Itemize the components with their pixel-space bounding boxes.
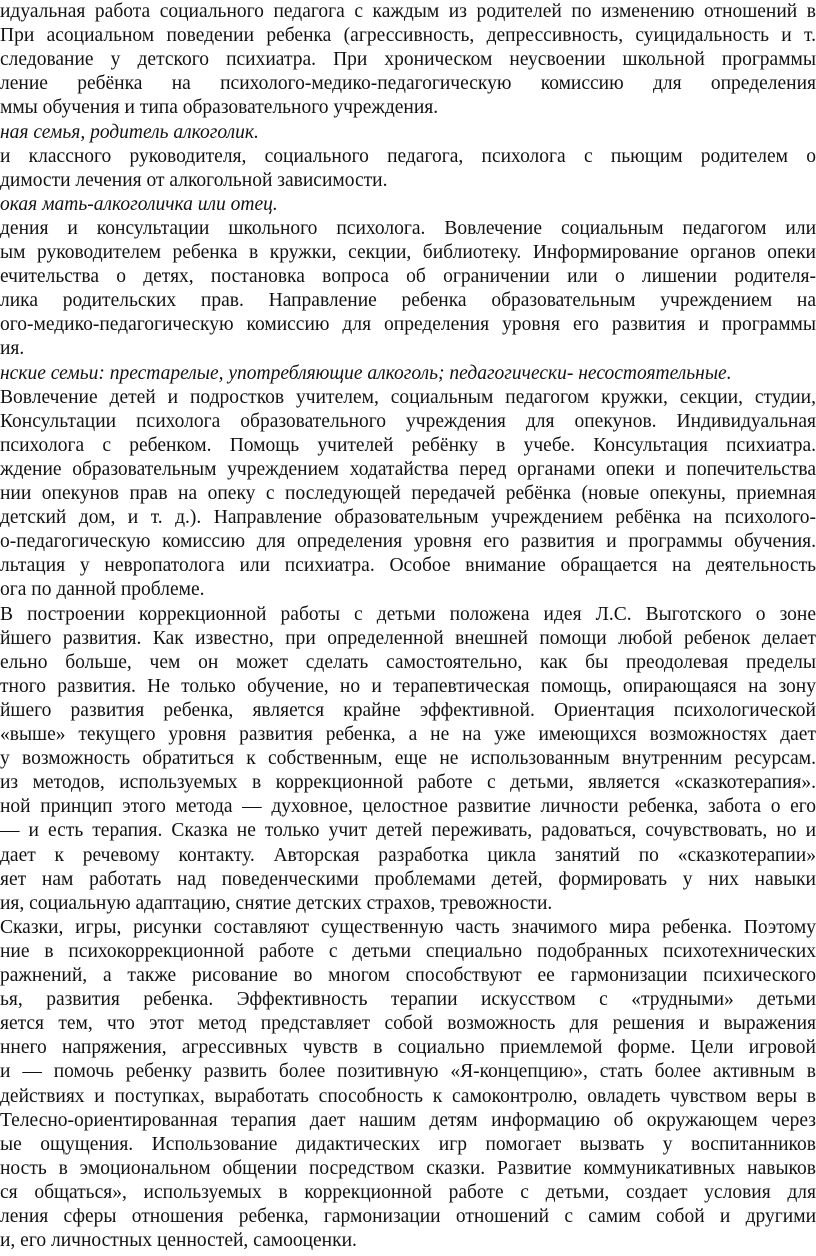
paragraph-line: йшего развития ребенка, является крайне эффективной. Ориентация психологической bbox=[0, 699, 816, 721]
paragraph-line: ия, социальную адаптацию, снятие детских страхов, тревожности. bbox=[0, 892, 553, 914]
paragraph-line: следование у детского психиатра. При хроническом неусвоении школьной программы bbox=[0, 49, 816, 71]
paragraph-line: дает к речевому контакту. Авторская разработка цикла занятий по «сказкотерапии» bbox=[0, 844, 816, 866]
paragraph-line: и, его личностных ценностей, самооценки. bbox=[0, 1230, 357, 1252]
paragraph-line: нии опекунов прав на опеку с последующей передачей ребёнка (новые опекуны, приемная bbox=[0, 483, 816, 504]
paragraph-line: ление ребёнка на психолого-медико-педагогическую комиссию для определения bbox=[0, 73, 816, 95]
paragraph-line: ия. bbox=[0, 338, 25, 360]
paragraph-line: ечительства о детях, постановка вопроса об ограничении или о лишении родителя- bbox=[0, 266, 816, 288]
paragraph-line: яется тем, что этот метод представляет собой возможность для решения и выражения bbox=[0, 1013, 816, 1035]
paragraph-line: и классного руководителя, социального педагога, психолога с пьющим родителем о bbox=[0, 145, 816, 167]
section-heading-line: ная семья, родитель алкоголик. bbox=[0, 121, 259, 143]
paragraph-line: детский дом, и т. д.). Направление образовательным учреждением ребёнка на психолого- bbox=[0, 507, 816, 529]
paragraph-line: и — помочь ребенку развить более позитивную «Я-концепцию», стать более активным в bbox=[0, 1061, 816, 1083]
paragraph-line: йшего развития. Как известно, при определенной внешней помощи любой ребенок делает bbox=[0, 627, 816, 649]
paragraph-line: димости лечения от алкогольной зависимости. bbox=[0, 169, 388, 191]
paragraph-line: — и есть терапия. Сказка не только учит детей переживать, радоваться, сочувствовать, но и bbox=[0, 820, 816, 842]
paragraph-line: ога по данной проблеме. bbox=[0, 579, 205, 601]
paragraph-line: Телесно-ориентированная терапия дает нашим детям информацию об окружающем через bbox=[0, 1109, 816, 1131]
paragraph-line: тного развития. Не только обучение, но и терапевтическая помощь, опирающаяся на зону bbox=[0, 675, 816, 697]
paragraph-line: ние в психокоррекционной работе с детьми специально подобранных психотехнических bbox=[0, 940, 816, 962]
paragraph-line: ья, развития ребенка. Эффективность терапии искусством с «трудными» детьми bbox=[0, 989, 816, 1011]
paragraph-line: В построении коррекционной работы с детьми положена идея Л.С. Выготского о зоне bbox=[0, 603, 816, 625]
paragraph-line: у возможность обратиться к собственным, еще не использованным внутренним ресурсам. bbox=[0, 748, 816, 770]
paragraph-line: идуальная работа социального педагога с каждым из родителей по изменению отношений в bbox=[0, 1, 816, 22]
paragraph-line: дения и консультации школьного психолога. Вовлечение социальным педагогом или bbox=[0, 217, 816, 239]
paragraph-line: ления сферы отношения ребенка, гармонизации отношений с самим собой и другими bbox=[0, 1206, 816, 1227]
paragraph-line: При асоциальном поведении ребенка (агрессивность, депрессивность, суицидальность и т. bbox=[0, 25, 816, 47]
paragraph-line: лика родительских прав. Направление ребенка образовательным учреждением на bbox=[0, 290, 816, 312]
paragraph-line: ого-медико-педагогическую комиссию для определения уровня его развития и программы bbox=[0, 314, 816, 336]
paragraph-line: о-педагогическую комиссию для определения уровня его развития и программы обучения. bbox=[0, 531, 816, 553]
paragraph-line: льтация у невропатолога или психиатра. Особое внимание обращается на деятельность bbox=[0, 555, 816, 577]
paragraph-line: ражнений, а также рисование во многом способствуют ее гармонизации психического bbox=[0, 965, 816, 986]
paragraph-line: ной принцип этого метода — духовное, целостное развитие личности ребенка, забота о его bbox=[0, 796, 816, 818]
section-heading-line: окая мать-алкоголичка или отец. bbox=[0, 193, 278, 215]
paragraph-line: психолога с ребенком. Помощь учителей ребёнку в учебе. Консультация психиатра. bbox=[0, 434, 816, 456]
paragraph-line: Вовлечение детей и подростков учителем, социальным педагогом кружки, секции, студии, bbox=[0, 386, 816, 408]
paragraph-line: действиях и поступках, выработать способность к самоконтролю, овладеть чувством веры в bbox=[0, 1085, 816, 1107]
paragraph-line: ннего напряжения, агрессивных чувств в социально приемлемой форме. Цели игровой bbox=[0, 1037, 816, 1059]
paragraph-line: ждение образовательным учреждением ходатайства перед органами опеки и попечительства bbox=[0, 458, 816, 480]
paragraph-line: ность в эмоциональном общении посредством сказки. Развитие коммуникативных навыков bbox=[0, 1157, 816, 1179]
paragraph-line: яет нам работать над поведенческими проблемами детей, формировать у них навыки bbox=[0, 868, 816, 890]
paragraph-line: ым руководителем ребенка в кружки, секции, библиотеку. Информирование органов опеки bbox=[0, 242, 816, 263]
paragraph-line: из методов, используемых в коррекционной работе с детьми, является «сказкотерапия». bbox=[0, 772, 816, 794]
paragraph-line: ые ощущения. Использование дидактических игр помогает вызвать у воспитанников bbox=[0, 1133, 816, 1155]
paragraph-line: «выше» текущего уровня развития ребенка, а не на уже имеющихся возможностях дает bbox=[0, 724, 816, 745]
paragraph-line: Сказки, игры, рисунки составляют существенную часть значимого мира ребенка. Поэтому bbox=[0, 916, 816, 938]
paragraph-line: ельно больше, чем он может сделать самостоятельно, как бы преодолевая пределы bbox=[0, 651, 816, 673]
paragraph-line: Консультации психолога образовательного учреждения для опекунов. Индивидуальная bbox=[0, 410, 816, 432]
paragraph-line: ся общаться», используемых в коррекционной работе с детьми, создает условия для bbox=[0, 1181, 816, 1203]
section-heading-line: нские семьи: престарелые, употребляющие алкоголь; педагогически- несостоятельные. bbox=[0, 362, 732, 384]
paragraph-line: ммы обучения и типа образовательного учреждения. bbox=[0, 97, 439, 119]
